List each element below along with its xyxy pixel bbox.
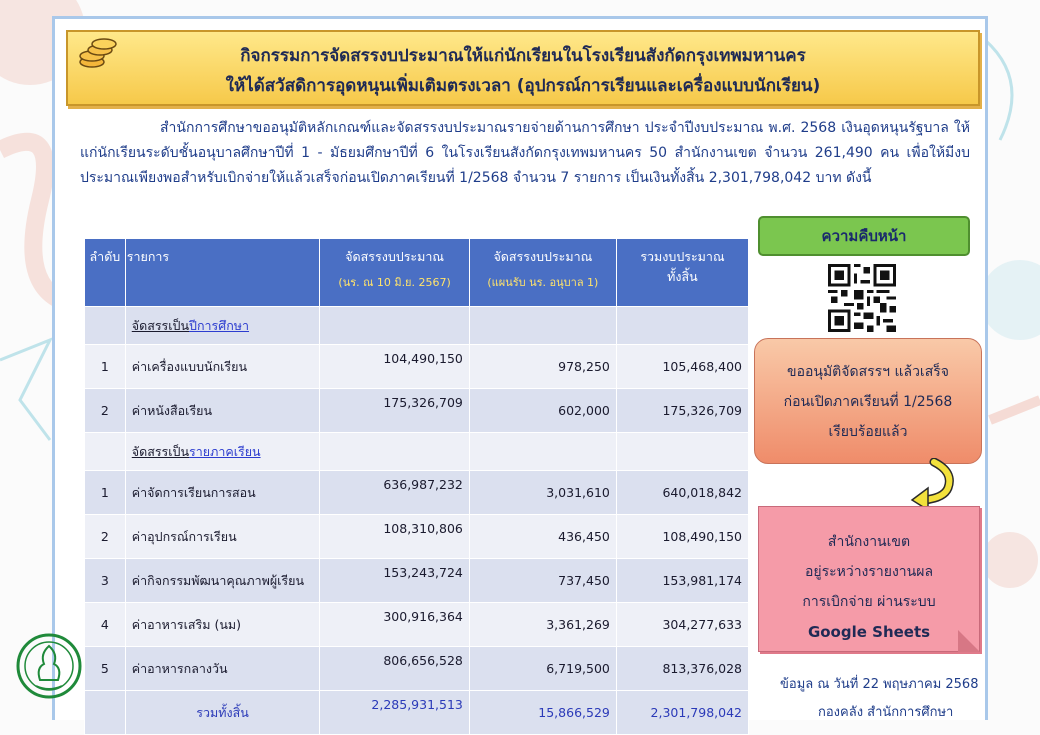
category-cell <box>469 433 616 471</box>
row-item: ค่าจัดการเรียนการสอน <box>125 471 320 515</box>
header-extra-sub: (แผนรับ นร. อนุบาล 1) <box>487 276 599 289</box>
category-row <box>85 307 749 345</box>
row-extra: 436,450 <box>469 515 616 559</box>
category-row <box>85 433 749 471</box>
department-name: กองคลัง สำนักการศึกษา <box>818 705 954 720</box>
approved-line-2: ก่อนเปิดภาคเรียนที่ 1/2568 <box>783 394 953 410</box>
category-label <box>125 307 320 345</box>
row-item: ค่าเครื่องแบบนักเรียน <box>125 345 320 389</box>
row-no: 2 <box>85 389 126 433</box>
table-header-row <box>85 239 749 307</box>
row-total: 105,468,400 <box>616 345 748 389</box>
total-label: รวมทั้งสิ้น <box>125 691 320 735</box>
header-alloc-label: จัดสรรงบประมาณ <box>345 249 444 264</box>
table-row <box>85 515 749 559</box>
row-alloc: 300,916,364 <box>320 603 470 647</box>
folded-corner <box>958 630 980 652</box>
row-total: 640,018,842 <box>616 471 748 515</box>
pending-line-3: การเบิกจ่าย ผ่านระบบ <box>802 594 936 610</box>
row-no: 4 <box>85 603 126 647</box>
header-total-label: รวมงบประมาณ <box>640 249 725 264</box>
category-cell <box>469 307 616 345</box>
approved-status-box <box>754 338 982 464</box>
row-no: 2 <box>85 515 126 559</box>
row-total: 153,981,174 <box>616 559 748 603</box>
category-no <box>85 307 126 345</box>
approved-line-1: ขออนุมัติจัดสรรฯ แล้วเสร็จ <box>787 364 949 380</box>
header-alloc-sub: (นร. ณ 10 มิ.ย. 2567) <box>338 276 451 289</box>
pending-line-2: อยู่ระหว่างรายงานผล <box>804 564 934 580</box>
row-total: 175,326,709 <box>616 389 748 433</box>
row-alloc: 153,243,724 <box>320 559 470 603</box>
header-total <box>616 239 748 307</box>
header-no: ลำดับ <box>85 239 126 307</box>
intro-paragraph <box>80 116 970 191</box>
title-banner <box>66 30 980 106</box>
row-alloc: 175,326,709 <box>320 389 470 433</box>
category-name: ปีการศึกษา <box>189 317 250 333</box>
row-extra: 6,719,500 <box>469 647 616 691</box>
category-prefix: จัดสรรเป็น <box>131 443 190 459</box>
row-total: 304,277,633 <box>616 603 748 647</box>
row-no: 1 <box>85 471 126 515</box>
row-alloc: 108,310,806 <box>320 515 470 559</box>
row-extra: 3,361,269 <box>469 603 616 647</box>
total-total: 2,301,798,042 <box>616 691 748 735</box>
row-no: 5 <box>85 647 126 691</box>
approved-line-3: เรียบร้อยแล้ว <box>828 424 908 440</box>
row-no: 3 <box>85 559 126 603</box>
category-cell <box>616 307 748 345</box>
pending-line-1: สำนักงานเขต <box>827 534 911 550</box>
curved-arrow-icon <box>904 458 964 512</box>
row-extra: 3,031,610 <box>469 471 616 515</box>
row-item: ค่ากิจกรรมพัฒนาคุณภาพผู้เรียน <box>125 559 320 603</box>
total-no <box>85 691 126 735</box>
data-date-note: ข้อมูล ณ วันที่ 22 พฤษภาคม 2568 <box>780 677 979 692</box>
category-name: รายภาคเรียน <box>189 443 261 459</box>
category-cell <box>616 433 748 471</box>
table-row <box>85 647 749 691</box>
qr-code[interactable] <box>828 264 896 332</box>
budget-table <box>84 238 749 735</box>
table-row <box>85 559 749 603</box>
category-prefix: จัดสรรเป็น <box>131 317 190 333</box>
row-item: ค่าหนังสือเรียน <box>125 389 320 433</box>
header-extra-label: จัดสรรงบประมาณ <box>493 249 593 264</box>
total-extra: 15,866,529 <box>469 691 616 735</box>
table-row <box>85 471 749 515</box>
header-item: รายการ <box>125 239 320 307</box>
header-extra <box>469 239 616 307</box>
row-extra: 978,250 <box>469 345 616 389</box>
table-row <box>85 345 749 389</box>
table-row <box>85 389 749 433</box>
row-item: ค่าอาหารกลางวัน <box>125 647 320 691</box>
row-extra: 602,000 <box>469 389 616 433</box>
google-sheets-label: Google Sheets <box>807 623 931 641</box>
header-total-label-2: ทั้งสิ้น <box>667 269 698 284</box>
row-item: ค่าอาหารเสริม (นม) <box>125 603 320 647</box>
row-alloc: 104,490,150 <box>320 345 470 389</box>
intro-text: สำนักการศึกษาขออนุมัติหลักเกณฑ์และจัดสรรงบประมาณรายจ่ายด้านการศึกษา ประจำปีงบประมาณ พ.ศ. 2568 เงินอุดหนุนรัฐบาล ให้แก่นักเรียนระดับชั้นอนุบาลศึกษาปีที่ 1 - มัธยมศึกษาปีที่ 6 ในโรงเรียนสังกัดกรุงเทพมหานคร 50 สำนักงานเขต จำนวน 261,490 คน เพื่อให้มีงบประมาณเพียงพอสำหรับเบิกจ่ายให้แล้วเสร็จก่อนเปิดภาคเรียนที่ 1/2568 จำนวน 7 รายการ เป็นเงินทั้งสิ้น 2,301,798,042 บาท ดังนี้ <box>80 120 970 186</box>
total-alloc: 2,285,931,513 <box>320 691 470 735</box>
row-item: ค่าอุปกรณ์การเรียน <box>125 515 320 559</box>
title-line-1: กิจกรรมการจัดสรรงบประมาณให้แก่นักเรียนในโรงเรียนสังกัดกรุงเทพมหานคร <box>240 46 806 66</box>
category-cell <box>320 433 470 471</box>
row-alloc: 636,987,232 <box>320 471 470 515</box>
row-total: 108,490,150 <box>616 515 748 559</box>
row-extra: 737,450 <box>469 559 616 603</box>
progress-badge: ความคืบหน้า <box>758 216 970 256</box>
row-total: 813,376,028 <box>616 647 748 691</box>
row-alloc: 806,656,528 <box>320 647 470 691</box>
row-no: 1 <box>85 345 126 389</box>
category-cell <box>320 307 470 345</box>
pending-status-box <box>758 506 980 652</box>
header-alloc <box>320 239 470 307</box>
bma-seal-logo <box>14 628 84 704</box>
category-label <box>125 433 320 471</box>
table-row <box>85 603 749 647</box>
category-no <box>85 433 126 471</box>
total-row <box>85 691 749 735</box>
title-line-2: ให้ได้สวัสดิการอุดหนุนเพิ่มเติมตรงเวลา (อุปกรณ์การเรียนและเครื่องแบบนักเรียน) <box>225 76 821 96</box>
